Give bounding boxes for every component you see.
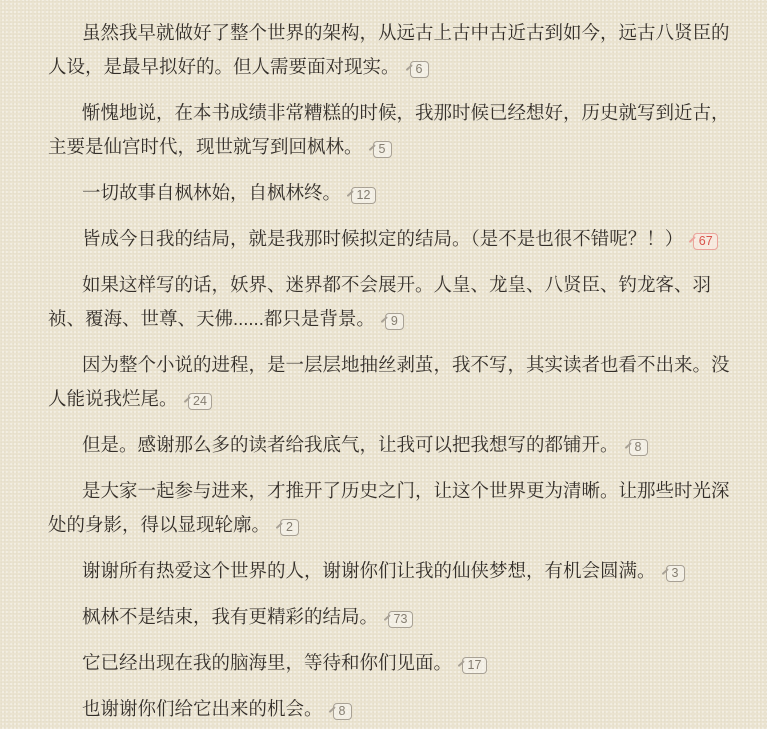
comment-count-badge[interactable] — [629, 439, 648, 456]
comment-count-badge[interactable] — [373, 141, 392, 158]
comment-count-badge[interactable] — [410, 61, 429, 78]
paragraph — [48, 428, 730, 462]
comment-bubble-tail-icon — [458, 660, 465, 666]
comment-bubble-tail-icon — [347, 190, 354, 196]
comment-count-badge[interactable] — [385, 313, 404, 330]
paragraph — [48, 176, 730, 210]
comment-count: 73 — [393, 611, 408, 626]
paragraph-text: 是大家一起参与进来，才推开了历史之门，让这个世界更为清晰。让那些时光深处的身影，得以显现轮廓。 — [48, 480, 730, 535]
paragraph — [48, 692, 730, 726]
comment-count: 12 — [356, 187, 371, 202]
comment-count: 6 — [415, 61, 423, 76]
paragraph — [48, 348, 730, 416]
comment-bubble-tail-icon — [689, 236, 696, 242]
comment-count: 2 — [286, 519, 293, 534]
paragraph — [48, 96, 730, 164]
paragraph — [48, 16, 730, 84]
comment-count-badge[interactable] — [188, 393, 213, 410]
comment-count-badge[interactable] — [388, 611, 413, 628]
comment-bubble-tail-icon — [276, 522, 283, 528]
comment-count-badge[interactable] — [666, 565, 685, 582]
comment-bubble-tail-icon — [661, 568, 668, 574]
comment-bubble-tail-icon — [328, 706, 335, 712]
comment-count-badge[interactable] — [333, 703, 352, 720]
paragraph — [48, 554, 730, 588]
comment-bubble-tail-icon — [380, 316, 387, 322]
comment-count: 9 — [390, 313, 398, 328]
paragraph-text: 因为整个小说的进程，是一层层地抽丝剥茧，我不写，其实读者也看不出来。没人能说我烂尾。 — [48, 354, 730, 409]
comment-count-badge[interactable] — [693, 233, 718, 250]
paragraph-text: 谢谢所有热爱这个世界的人，谢谢你们让我的仙侠梦想，有机会圆满。 — [82, 560, 656, 581]
comment-count: 5 — [378, 141, 386, 156]
paragraph — [48, 646, 730, 680]
paragraph-text: 一切故事自枫林始，自枫林终。 — [82, 182, 342, 203]
paragraph — [48, 600, 730, 634]
paragraph — [48, 222, 730, 256]
paragraph-text: 虽然我早就做好了整个世界的架构，从远古上古中古近古到如今，远古八贤臣的人设，是最早拟好的。但人需要面对现实。 — [48, 22, 730, 77]
comment-bubble-tail-icon — [624, 442, 631, 448]
comment-count-badge[interactable] — [280, 519, 299, 536]
comment-count: 24 — [193, 393, 207, 408]
comment-count: 67 — [698, 233, 713, 248]
comment-count: 17 — [467, 657, 482, 672]
paragraph — [48, 474, 730, 542]
comment-count-badge[interactable] — [351, 187, 376, 204]
paragraph-text: 如果这样写的话，妖界、迷界都不会展开。人皇、龙皇、八贤臣、钓龙客、羽祯、覆海、世尊、天佛......都只是背景。 — [48, 274, 712, 329]
comment-count: 8 — [338, 703, 346, 718]
paragraph-text: 但是。感谢那么多的读者给我底气，让我可以把我想写的都铺开。 — [82, 434, 619, 455]
comment-count: 8 — [634, 439, 642, 454]
comment-count: 3 — [671, 565, 679, 580]
comment-bubble-tail-icon — [368, 144, 375, 150]
comment-bubble-tail-icon — [405, 64, 412, 70]
comment-bubble-tail-icon — [384, 614, 391, 620]
paragraph-text: 惭愧地说，在本书成绩非常糟糕的时候，我那时候已经想好，历史就写到近古，主要是仙宫时代，现世就写到回枫林。 — [48, 102, 730, 157]
paragraph-text: 枫林不是结束，我有更精彩的结局。 — [82, 606, 379, 627]
comment-count-badge[interactable] — [462, 657, 487, 674]
comment-bubble-tail-icon — [183, 396, 190, 402]
paragraph — [48, 268, 730, 336]
paragraph-text: 皆成今日我的结局，就是我那时候拟定的结局。（是不是也很不错呢？！） — [82, 228, 684, 249]
paragraph-text: 也谢谢你们给它出来的机会。 — [82, 698, 323, 719]
paragraph-text: 它已经出现在我的脑海里，等待和你们见面。 — [82, 652, 453, 673]
